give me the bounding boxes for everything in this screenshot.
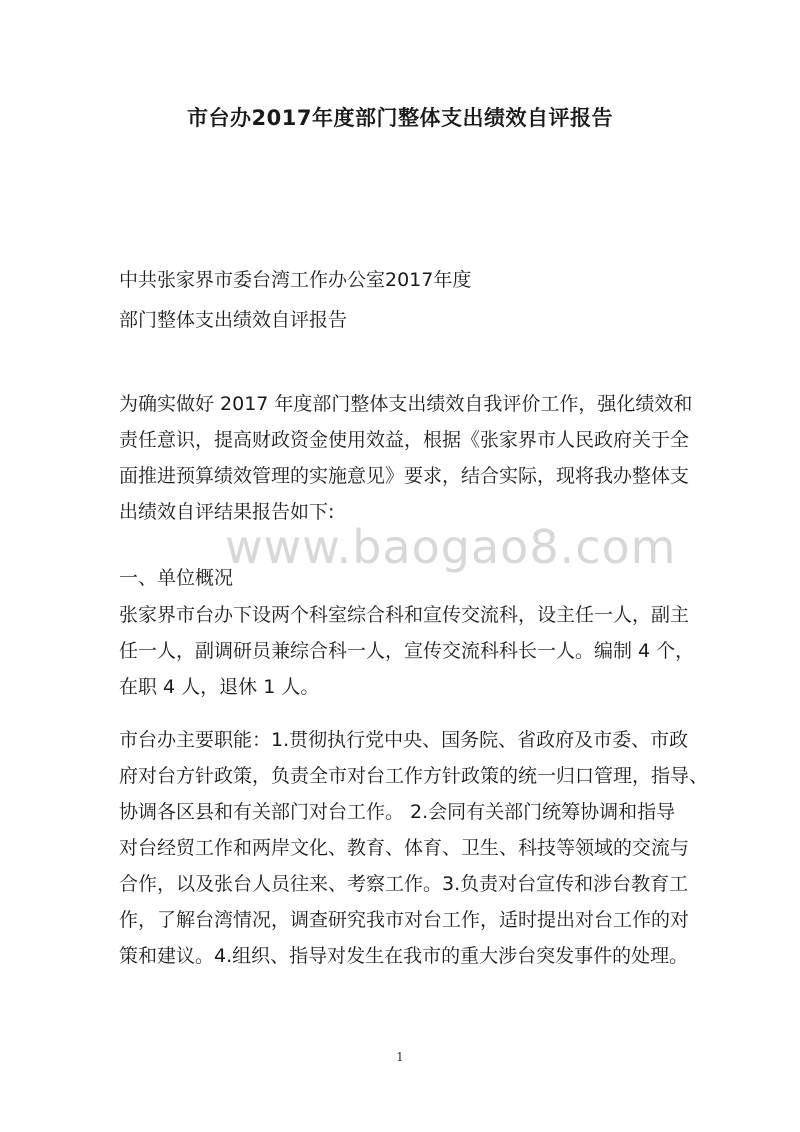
subtitle-line: 中共张家界市委台湾工作办公室2017年度 [119,269,472,291]
paragraph-line: 任一人，副调研员兼综合科一人，宣传交流科科长一人。编制 4 个， [119,640,695,662]
paragraph-line: 在职 4 人，退休 1 人。 [119,676,320,698]
document-title: 市台办2017年度部门整体支出绩效自评报告 [187,106,613,130]
page-number: 1 [396,1050,404,1064]
paragraph-line: 策和建议。4.组织、指导对发生在我市的重大涉台突发事件的处理。 [119,945,689,967]
section-heading-text: 一、单位概况 [119,567,234,589]
paragraph-line: 张家界市台办下设两个科室综合科和宣传交流科，设主任一人，副主 [119,604,690,626]
paragraph-line: 府对台方针政策，负责全市对台工作方针政策的统一归口管理，指导、 [119,765,709,787]
document-subtitle [119,262,689,338]
paragraph-line: 市台办主要职能：1.贯彻执行党中央、国务院、省政府及市委、市政 [119,729,689,751]
subtitle-line: 部门整体支出绩效自评报告 [119,309,348,331]
paragraph-line: 为确实做好 2017 年度部门整体支出绩效自我评价工作，强化绩效和 [119,393,693,415]
paragraph-line: 合作，以及张台人员往来、考察工作。3.负责对台宣传和涉台教育工 [119,873,689,895]
paragraph-line: 面推进预算绩效管理的实施意见》要求，结合实际，现将我办整体支 [119,465,690,487]
section-heading [119,560,689,596]
watermark: www.baogao8.com [225,520,677,574]
paragraph-line: 作，了解台湾情况，调查研究我市对台工作，适时提出对台工作的对 [119,909,690,931]
paragraph-line: 出绩效自评结果报告如下: [119,501,335,523]
intro-paragraph [119,386,693,530]
paragraph-line: 协调各区县和有关部门对台工作。 2.会同有关部门统筹协调和指导 [119,801,676,823]
unit-overview-paragraph [119,597,695,705]
duties-paragraph [119,722,709,974]
paragraph-line: 对台经贸工作和两岸文化、教育、体育、卫生、科技等领域的交流与 [119,837,690,859]
paragraph-line: 责任意识，提高财政资金使用效益，根据《张家界市人民政府关于全 [119,429,690,451]
